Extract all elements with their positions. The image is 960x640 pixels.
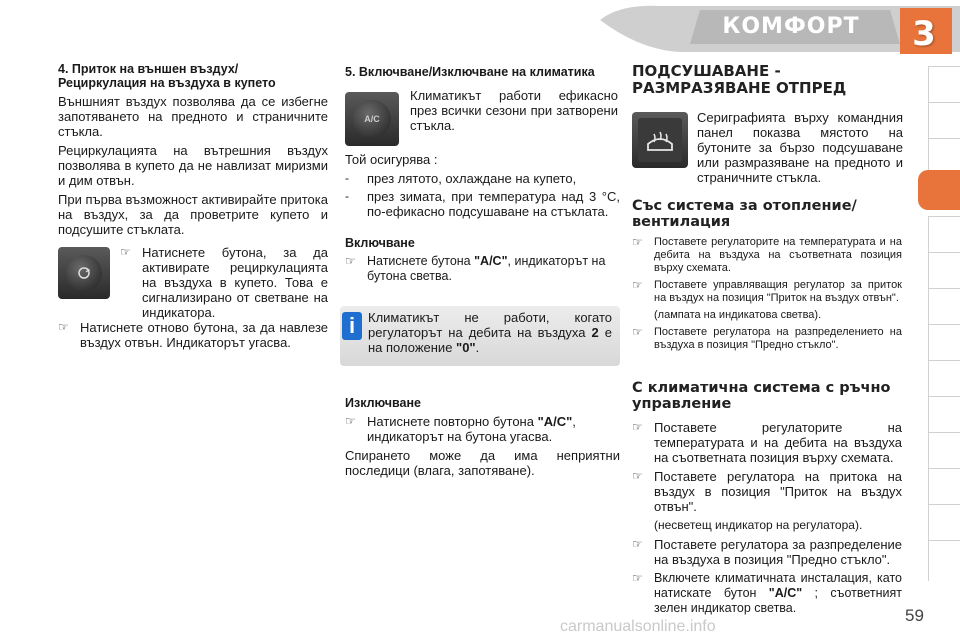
defog-heading-wrap bbox=[632, 63, 902, 101]
chapter-number: 3 bbox=[912, 14, 936, 54]
ac-a2: Поставете регулатора на притока на въздух в позиция "Приток на въздух отвън". bbox=[654, 469, 902, 514]
section-5-d1: през лятото, охлаждане на купето, bbox=[367, 171, 577, 186]
section-4-bullet-2 bbox=[58, 320, 328, 350]
chapter-tab[interactable] bbox=[928, 102, 960, 143]
off-paragraph: Спирането може да има неприятни последици (влага, запотяване). bbox=[345, 448, 620, 478]
chapter-tab[interactable] bbox=[928, 432, 960, 473]
ac-a4-key: "A/C" bbox=[768, 586, 803, 600]
section-4-b1: Натиснете бутона, за да активирате рециркулацията на въздуха в купето. Това е сигнализирано от светване на индикатора. bbox=[142, 245, 328, 320]
off-heading: Изключване bbox=[345, 396, 421, 410]
chapter-tab[interactable] bbox=[928, 252, 960, 293]
chapter-tab[interactable] bbox=[928, 288, 960, 329]
section-5-heading-wrap bbox=[345, 65, 620, 83]
on-b1-pre: Натиснете бутона bbox=[367, 254, 475, 268]
chapter-tab[interactable] bbox=[928, 66, 960, 107]
bullet-icon: ☞ bbox=[632, 235, 643, 249]
off-b1-post: , индикаторът на бутона угасва. bbox=[367, 414, 576, 444]
section-5-body: Той осигурява : - през лятото, охлаждане на купето, - през зимата, при температура над 3 °C, по-ефикасно подсушаване на стъклата. bbox=[345, 152, 620, 219]
section-4-p1: Външният въздух позволява да се избегне запотяването на предното и страничните стъкла. bbox=[58, 94, 328, 139]
windscreen-defrost-icon bbox=[638, 118, 682, 162]
recirculation-button-image bbox=[58, 247, 110, 299]
bullet-icon: ☞ bbox=[632, 571, 643, 585]
info-icon: i bbox=[342, 312, 362, 340]
heat-h2: Поставете управляващия регулатор за приток на въздух на позиция "Приток на въздух отвън". bbox=[654, 279, 902, 304]
info-end: . bbox=[475, 340, 480, 355]
bullet-icon: ☞ bbox=[120, 245, 131, 259]
page-number: 59 bbox=[905, 606, 924, 625]
chapter-tab-active[interactable] bbox=[918, 170, 960, 210]
ac-a4-post: ; съответният зелен индикатор светва. bbox=[654, 586, 902, 615]
heat-h2-note: (лампата на индикатова светва). bbox=[654, 309, 822, 321]
ac-button-image bbox=[345, 92, 399, 146]
section-4-b2: Натиснете отново бутона, за да навлезе въздух отвън. Индикаторът угасва. bbox=[80, 320, 328, 350]
off-b1-key: "A/C" bbox=[537, 414, 573, 429]
chapter-tab[interactable] bbox=[928, 504, 960, 545]
info-text bbox=[368, 310, 612, 355]
bullet-icon: ☞ bbox=[632, 325, 643, 339]
page-title: КОМФОРТ bbox=[722, 14, 860, 39]
section-4-bullet-1 bbox=[120, 245, 328, 320]
ac-heading: С климатична система с ръчно управление bbox=[632, 380, 891, 412]
chapter-tab[interactable] bbox=[928, 396, 960, 437]
info-zero: "0" bbox=[456, 340, 476, 355]
bullet-icon: ☞ bbox=[345, 414, 356, 428]
bullet-icon: ☞ bbox=[345, 254, 356, 268]
section-4-heading: 4. Приток на външен въздух/ Рециркулация на въздуха в купето bbox=[58, 62, 276, 90]
section-5-heading: 5. Включване/Изключване на климатика bbox=[345, 65, 595, 79]
section-4-p2: Рециркулацията на вътрешния въздух позволява в купето да не навлизат миризми и дим отвън. bbox=[58, 143, 328, 188]
off-b1-pre: Натиснете повторно бутона bbox=[367, 414, 538, 429]
section-5-d2: през зимата, при температура над 3 °C, по-ефикасно подсушаване на стъклата. bbox=[367, 189, 620, 219]
on-b1-key: "A/C" bbox=[474, 254, 508, 268]
ac-icon: A/C bbox=[353, 100, 391, 138]
watermark: carmanualsonline.info bbox=[560, 618, 716, 635]
heat-section bbox=[632, 198, 902, 352]
ac-section bbox=[632, 380, 902, 616]
chapter-tabs bbox=[928, 66, 960, 606]
recirculation-icon bbox=[66, 255, 102, 291]
defog-button-image bbox=[632, 112, 688, 168]
heat-h1: Поставете регулаторите на температурата и на дебита на въздуха на съответната позиция върху схемата. bbox=[654, 236, 902, 274]
bullet-icon: ☞ bbox=[58, 320, 69, 334]
defog-intro: Сериграфията върху командния панел показва мястото на бутоните за бързо подсушаване или размразяване на предното и страничните стъкла. bbox=[697, 110, 903, 185]
ac-a2-note: (несветещ индикатор на регулатора). bbox=[654, 518, 863, 532]
section-5-off bbox=[345, 396, 620, 482]
info-mid: е на положение bbox=[368, 325, 613, 355]
chapter-tab[interactable] bbox=[928, 360, 960, 401]
section-5-on bbox=[345, 236, 620, 284]
bullet-icon: ☞ bbox=[632, 469, 643, 483]
on-b1-post: , индикаторът на бутона светва. bbox=[367, 254, 606, 283]
chapter-tab[interactable] bbox=[928, 468, 960, 509]
bullet-icon: ☞ bbox=[632, 278, 643, 292]
ac-a3: Поставете регулатора за разпределение на въздуха в позиция "Предно стъкло". bbox=[654, 537, 902, 567]
section-5-ensures: Той осигурява : bbox=[345, 152, 438, 167]
chapter-tab[interactable] bbox=[928, 540, 960, 581]
chapter-tab[interactable] bbox=[928, 216, 960, 257]
ac-a1: Поставете регулаторите на температурата и на дебита на въздуха на съответната позиция върху схемата. bbox=[654, 420, 902, 465]
bullet-icon: ☞ bbox=[632, 537, 643, 551]
on-heading: Включване bbox=[345, 236, 415, 250]
chapter-tab[interactable] bbox=[928, 324, 960, 365]
section-4-p3: При първа възможност активирайте притока на въздух, за да проветрите купето и подсушите стъклата. bbox=[58, 192, 328, 237]
ac-a4-pre: Включете климатичната инсталация, като натискате бутон bbox=[654, 571, 902, 600]
info-num: 2 bbox=[591, 325, 599, 340]
heat-h3: Поставете регулатора на разпределението на въздуха в позиция "Предно стъкло". bbox=[654, 326, 902, 351]
info-pre: Климатикът не работи, когато регулаторът на дебита на въздуха bbox=[368, 310, 612, 340]
heat-heading: Със система за отопление/ вентилация bbox=[632, 198, 857, 230]
section-5-intro: Климатикът работи ефикасно през всички сезони при затворени стъкла. bbox=[410, 88, 618, 133]
bullet-icon: ☞ bbox=[632, 420, 643, 434]
section-4 bbox=[58, 62, 328, 241]
defog-heading: ПОДСУШАВАНЕ - РАЗМРАЗЯВАНЕ ОТПРЕД bbox=[632, 62, 847, 97]
